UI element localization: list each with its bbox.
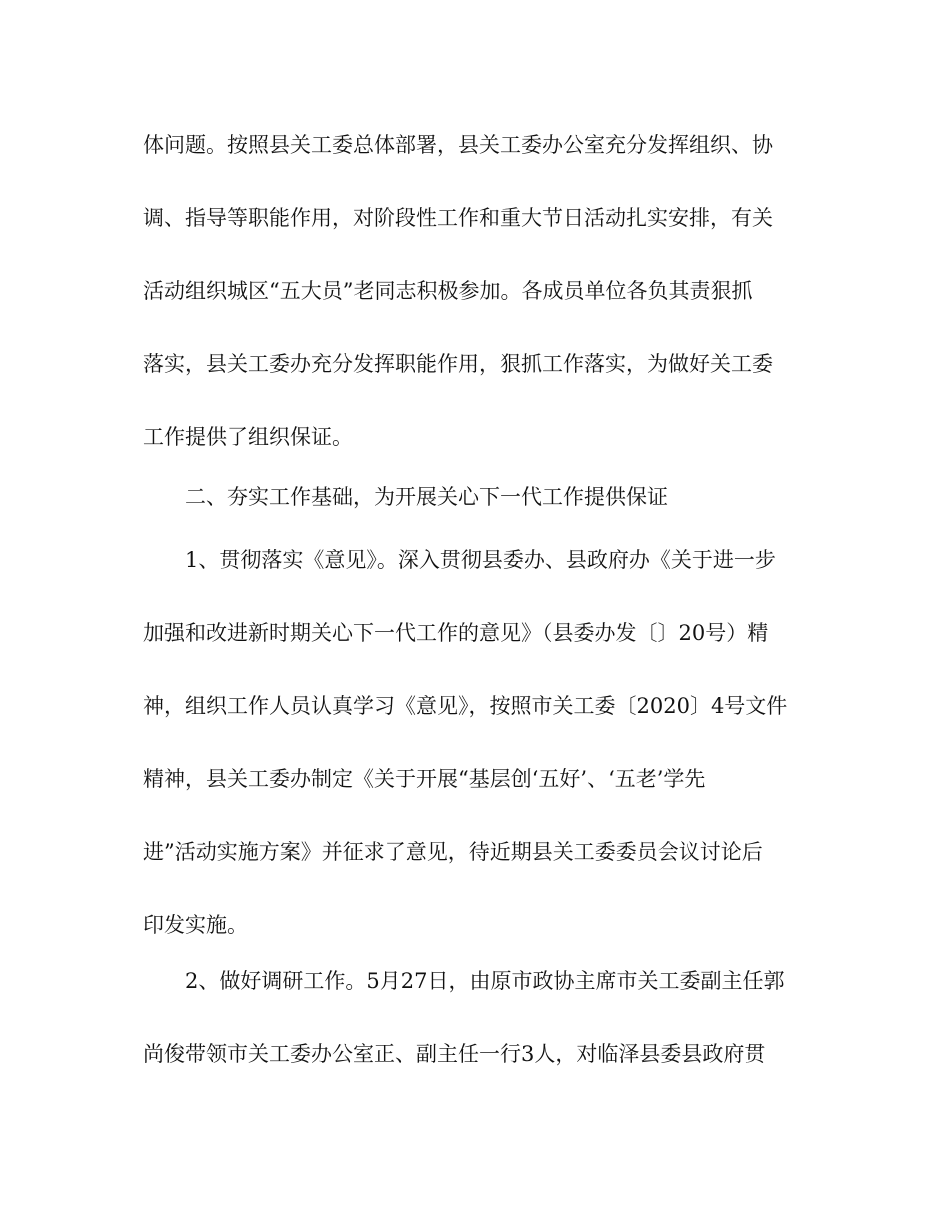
paragraph-line: 落实，县关工委办充分发挥职能作用，狠抓工作落实，为做好关工委 [143,352,773,376]
paragraph-line: 2、做好调研工作。5月27日，由原市政协主席市关工委副主任郭 [185,969,785,993]
paragraph-line: 进”活动实施方案》并征求了意见，待近期县关工委委员会议讨论后 [143,840,763,864]
paragraph-line: 体问题。按照县关工委总体部署，县关工委办公室充分发挥组织、协 [143,133,773,157]
paragraph-line: 精神，县关工委办制定《关于开展“基层创‘五好’、‘五老’学先 [143,767,706,791]
section-heading: 二、夯实工作基础，为开展关心下一代工作提供保证 [185,485,668,509]
paragraph-line: 神，组织工作人员认真学习《意见》，按照市关工委〔2020〕4号文件 [143,694,788,718]
paragraph-line: 工作提供了组织保证。 [143,425,353,449]
paragraph-line: 尚俊带领市关工委办公室正、副主任一行3人，对临泽县委县政府贯 [143,1042,766,1066]
paragraph-line: 调、指导等职能作用，对阶段性工作和重大节日活动扎实安排，有关 [143,206,773,230]
paragraph-line: 加强和改进新时期关心下一代工作的意见》（县委办发〔〕20号）精 [143,621,769,645]
paragraph-line: 活动组织城区“五大员”老同志积极参加。各成员单位各负其责狠抓 [143,279,753,303]
paragraph-line: 1、贯彻落实《意见》。深入贯彻县委办、县政府办《关于进一步 [185,548,776,572]
paragraph-line: 印发实施。 [143,913,248,937]
